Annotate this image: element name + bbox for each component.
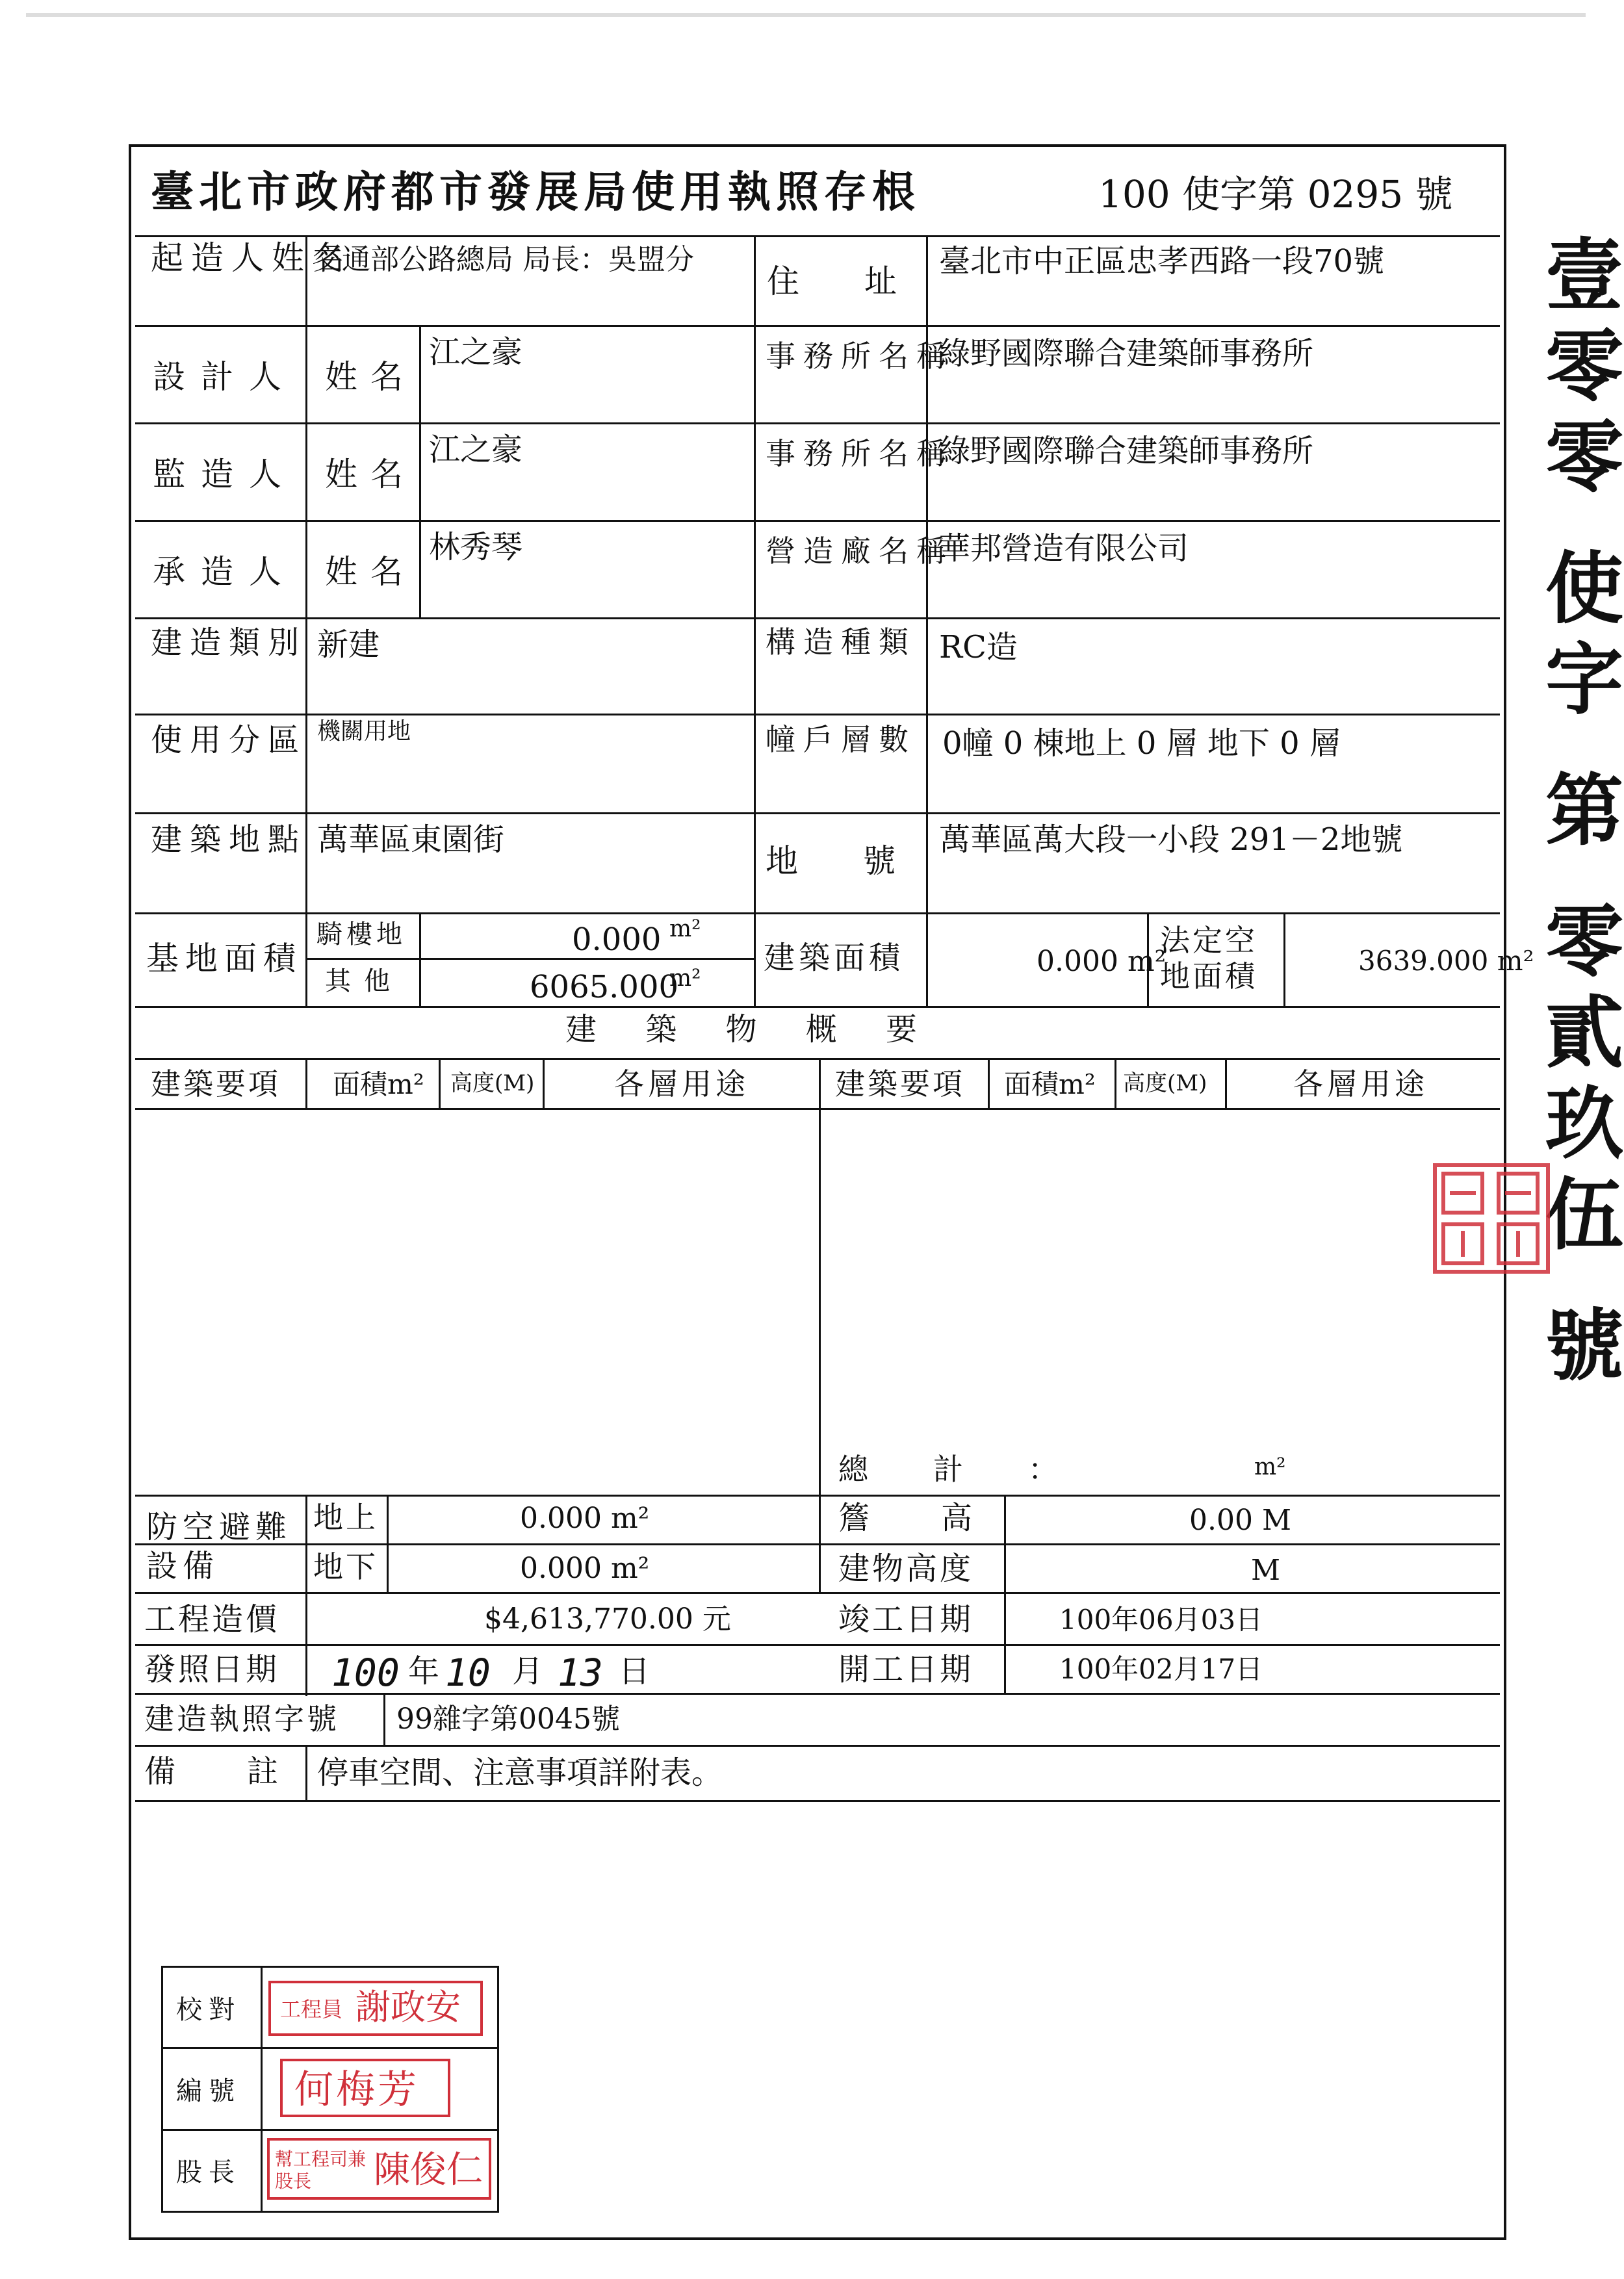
official-seal	[1433, 1163, 1550, 1274]
approval-role-check: 校對	[176, 1995, 241, 2025]
overview-total-label: 總計：	[838, 1452, 1123, 1487]
overview-col-item: 建築要項	[151, 1066, 281, 1101]
arcade-label: 騎樓地	[316, 920, 406, 949]
shelter-label: 防空避難設備	[146, 1509, 292, 1584]
structure-value: RC造	[939, 629, 1018, 665]
supervisor-label: 監造人	[153, 456, 297, 493]
owner-label: 起造人姓名	[151, 239, 352, 277]
remark-value: 停車空間、注意事項詳附表。	[317, 1755, 723, 1791]
open-space-value: 3639.000 m²	[1358, 945, 1534, 977]
designer-office-label: 事務所名稱	[766, 339, 954, 374]
build-type-label: 建造類別	[151, 624, 307, 661]
side-strip-text: 壹零零 使字 第 零貳玖伍 號	[1532, 234, 1624, 1396]
overview-col-height-2: 高度(M)	[1123, 1070, 1207, 1096]
open-space-label: 法定空地面積	[1160, 923, 1257, 994]
contractor-firm: 華邦營造有限公司	[939, 530, 1189, 567]
lot-label: 地號	[766, 842, 960, 880]
issue-day: 13	[558, 1651, 603, 1695]
lot-value: 萬華區萬大段一小段 291－2地號	[939, 821, 1403, 858]
issue-year-unit: 年	[408, 1653, 440, 1690]
overview-col-height: 高度(M)	[450, 1070, 535, 1096]
issue-year: 100	[331, 1651, 400, 1695]
shelter-above-label: 地上	[313, 1500, 378, 1535]
build-type-value: 新建	[317, 626, 380, 663]
designer-label: 設計人	[153, 358, 297, 396]
eave-label: 簷高	[838, 1500, 1044, 1536]
overview-total-unit: m²	[1254, 1454, 1286, 1480]
remark-label: 備註	[144, 1753, 350, 1790]
stamp-check: 工程員 謝政安	[268, 1981, 483, 2036]
completion-date-label: 竣工日期	[838, 1601, 974, 1638]
permit-value: 99雜字第0045號	[396, 1703, 620, 1736]
other-value: 6065.000	[530, 969, 679, 1005]
contractor-name-label: 姓名	[325, 553, 416, 591]
stamp-chief: 幫工程司兼股長 陳俊仁	[267, 2138, 491, 2200]
floors-value: 0幢 0 棟地上 0 層 地下 0 層	[942, 725, 1341, 762]
completion-date-value: 100年06月03日	[1059, 1604, 1263, 1636]
overview-col-area-2: 面積m²	[1004, 1068, 1096, 1100]
designer-name: 江之豪	[429, 334, 523, 370]
shelter-below-label: 地下	[313, 1549, 378, 1584]
site-area-label: 基地面積	[146, 940, 302, 977]
cost-label: 工程造價	[144, 1601, 280, 1638]
designer-name-label: 姓名	[325, 358, 416, 396]
address-value: 臺北市中正區忠孝西路一段70號	[939, 243, 1385, 279]
stamp-number: 何梅芳	[280, 2059, 450, 2117]
permit-number: 100 使字第 0295 號	[1098, 172, 1453, 216]
building-area-value: 0.000 m²	[1037, 945, 1166, 978]
approval-role-number: 編號	[176, 2076, 241, 2106]
floors-label: 幢戶層數	[766, 722, 916, 757]
structure-label: 構造種類	[766, 624, 916, 660]
approval-role-chief: 股長	[176, 2157, 241, 2187]
contractor-label: 承造人	[153, 553, 297, 591]
seal-icon	[1437, 1167, 1546, 1270]
overview-col-item-2: 建築要項	[835, 1066, 965, 1101]
page-title: 臺北市政府都市發展局使用執照存根	[151, 166, 920, 217]
designer-office: 綠野國際聯合建築師事務所	[939, 335, 1314, 372]
supervisor-office-label: 事務所名稱	[766, 436, 954, 471]
contractor-name: 林秀琴	[429, 529, 523, 565]
permit-label: 建造執照字號	[144, 1701, 339, 1736]
contractor-firm-label: 營造廠名稱	[766, 534, 954, 569]
site-label: 建築地點	[151, 821, 307, 858]
approval-table	[161, 1966, 499, 2213]
scan-edge	[26, 13, 1586, 17]
zone-label: 使用分區	[151, 722, 307, 758]
issue-month-unit: 月	[512, 1653, 544, 1690]
supervisor-name: 江之豪	[429, 431, 523, 468]
arcade-unit: m²	[669, 916, 701, 942]
overview-col-use-2: 各層用途	[1293, 1066, 1428, 1101]
building-height-label: 建物高度	[838, 1551, 974, 1587]
issue-date-label: 發照日期	[144, 1651, 280, 1688]
cost-value: $4,613,770.00 元	[484, 1603, 731, 1636]
zone-value: 機關用地	[317, 718, 411, 745]
issue-day-unit: 日	[619, 1653, 651, 1690]
arcade-value: 0.000	[572, 921, 662, 958]
site-value: 萬華區東園街	[317, 821, 505, 858]
building-height-value: M	[1251, 1554, 1281, 1587]
issue-month: 10	[445, 1651, 491, 1695]
supervisor-office: 綠野國際聯合建築師事務所	[939, 433, 1314, 469]
supervisor-name-label: 姓名	[325, 456, 416, 493]
overview-col-use: 各層用途	[614, 1066, 749, 1101]
owner-value: 交通部公路總局 局長：吳盟分	[313, 243, 694, 276]
other-label: 其他	[325, 966, 403, 996]
shelter-above-value: 0.000 m²	[520, 1502, 650, 1535]
start-date-value: 100年02月17日	[1059, 1653, 1263, 1685]
start-date-label: 開工日期	[838, 1651, 974, 1688]
overview-col-area: 面積m²	[333, 1068, 424, 1100]
shelter-below-value: 0.000 m²	[520, 1552, 650, 1585]
building-area-label: 建築面積	[764, 940, 905, 976]
other-unit: m²	[669, 965, 701, 992]
eave-value: 0.00 M	[1189, 1504, 1292, 1537]
overview-title: 建 築 物 概 要	[565, 1011, 937, 1048]
address-label: 住址	[767, 263, 962, 300]
